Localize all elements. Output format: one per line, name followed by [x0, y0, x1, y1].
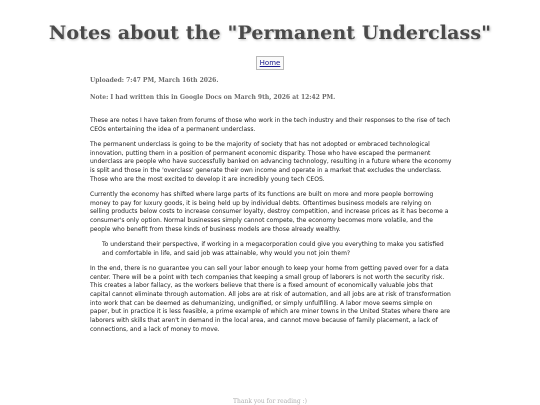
home-nav	[0, 52, 540, 70]
upload-date: Uploaded: 7:47 PM, March 16th 2026.	[90, 77, 219, 84]
page-title: Notes about the "Permanent Underclass"	[48, 22, 492, 44]
written-note: Note: I had written this in Google Docs on March 9th, 2026 at 12:42 PM.	[90, 94, 336, 101]
paragraph-definition: The permanent underclass is going to be the majority of society that has not adopted or embraced technological innovation, putting them in a position of permanent economic disparity. Those who have escaped the permanent underclass are people who have successfully banked on advancing technology, resulting in a future where the economy is split and those in the 'overclass' generate their own income and operate in a market that excludes the underclass. Those who are the most excited to develop it are incredibly young tech CEOS.	[90, 140, 452, 183]
paragraph-economy: Currently the economy has shifted where large parts of its functions are built on more and more people borrowing money to pay for luxury goods, it is being held up by individual debts. Oftentimes business models are relying on selling products below costs to increase consumer loyalty, destroy competition, and increase prices as it has become a consumer's only option. Normal businesses simply cannot compete, the economy becomes more volatile, and the people who benefit from these kinds of business models are those already wealthy.	[90, 190, 449, 233]
article-body	[90, 117, 452, 341]
footer-thanks: Thank you for reading :)	[233, 398, 307, 405]
paragraph-intro: These are notes I have taken from forums of those who work in the tech industry and their responses to the rise of tech CEOs entertaining the idea of a permanent underclass.	[90, 117, 451, 133]
home-button[interactable]: Home	[256, 56, 285, 70]
paragraph-conclusion: In the end, there is no guarantee you can sell your labor enough to keep your home from getting paved over for a data center. There will be a point with tech companies that keeping a small group of laborers is not worth the security risk. This creates a labor fallacy, as the workers believe that there is a fixed amount of economically valuable jobs that capital cannot eliminate through automation. All jobs are at risk of automation, and all jobs are at risk of transformation into work that can be deemed as dehumanizing, undignified, or simply unfulfilling. A labor move seems simple on paper, but in practice it is less feasible, a prime example of which are miner towns in the United States where there are laborers with skills that aren't in demand in the local area, and cannot move because of family placement, a lack of connections, and a lack of money to move.	[90, 264, 451, 333]
paragraph-perspective: To understand their perspective, if working in a megacorporation could give you everything to make you satisfied and comfortable in life, and said job was attainable, why would you not join them?	[102, 240, 444, 257]
